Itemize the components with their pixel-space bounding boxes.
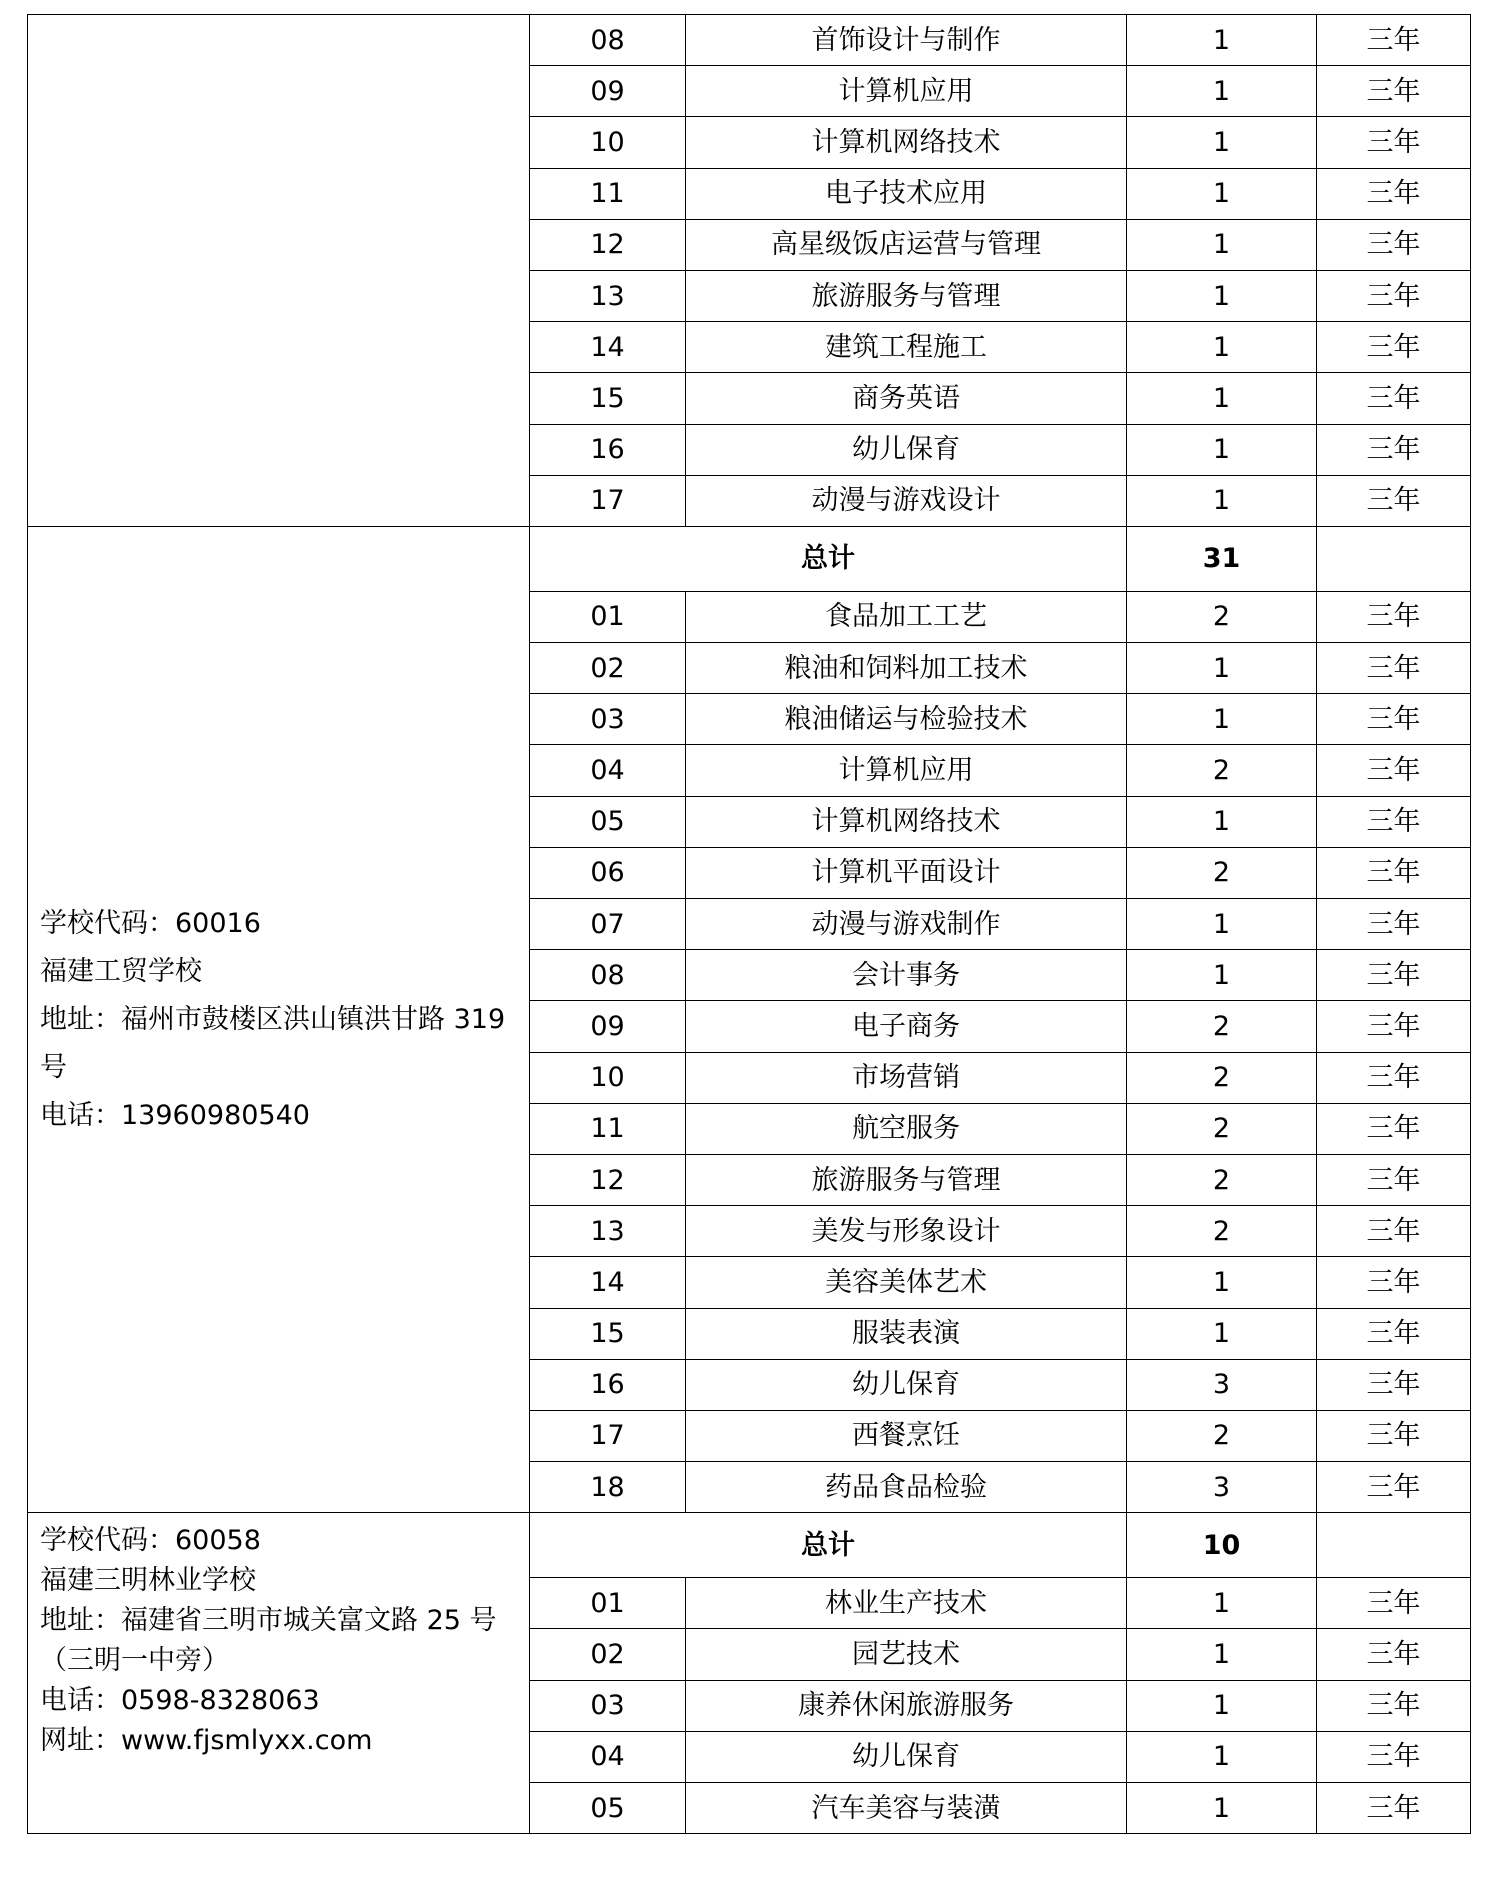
duration-cell: 三年	[1317, 1680, 1471, 1731]
major-code-cell: 17	[530, 1410, 686, 1461]
total-row	[28, 1513, 1471, 1578]
class-count-cell: 1	[1127, 424, 1317, 475]
major-code-cell: 08	[530, 950, 686, 1001]
major-name-cell: 动漫与游戏设计	[686, 475, 1127, 526]
school-code: 学校代码：60016	[40, 907, 261, 939]
class-count-cell: 1	[1127, 1629, 1317, 1680]
duration-cell: 三年	[1317, 899, 1471, 950]
duration-cell: 三年	[1317, 373, 1471, 424]
class-count-cell: 2	[1127, 847, 1317, 898]
major-code-cell: 12	[530, 219, 686, 270]
major-name-cell: 计算机网络技术	[686, 796, 1127, 847]
total-empty-cell	[1317, 1513, 1471, 1578]
duration-cell: 三年	[1317, 1206, 1471, 1257]
major-name-cell: 服装表演	[686, 1308, 1127, 1359]
major-name-cell: 电子技术应用	[686, 168, 1127, 219]
class-count-cell: 1	[1127, 1680, 1317, 1731]
class-count-cell: 2	[1127, 591, 1317, 642]
school-phone: 电话：13960980540	[40, 1099, 310, 1131]
major-name-cell: 市场营销	[686, 1052, 1127, 1103]
major-name-cell: 幼儿保育	[686, 1731, 1127, 1782]
class-count-cell: 1	[1127, 270, 1317, 321]
duration-cell: 三年	[1317, 591, 1471, 642]
major-name-cell: 药品食品检验	[686, 1462, 1127, 1513]
duration-cell: 三年	[1317, 1257, 1471, 1308]
class-count-cell: 1	[1127, 66, 1317, 117]
class-count-cell: 1	[1127, 1783, 1317, 1834]
major-code-cell: 18	[530, 1462, 686, 1513]
duration-cell: 三年	[1317, 219, 1471, 270]
major-code-cell: 03	[530, 1680, 686, 1731]
duration-cell: 三年	[1317, 796, 1471, 847]
major-name-cell: 园艺技术	[686, 1629, 1127, 1680]
duration-cell: 三年	[1317, 1731, 1471, 1782]
class-count-cell: 1	[1127, 643, 1317, 694]
duration-cell: 三年	[1317, 1052, 1471, 1103]
class-count-cell: 2	[1127, 1206, 1317, 1257]
duration-cell: 三年	[1317, 322, 1471, 373]
major-code-cell: 05	[530, 1783, 686, 1834]
major-code-cell: 16	[530, 424, 686, 475]
school-info-cell	[28, 1513, 530, 1834]
total-value: 31	[1127, 526, 1317, 591]
duration-cell: 三年	[1317, 1462, 1471, 1513]
enrollment-table	[27, 14, 1471, 1834]
major-name-cell: 幼儿保育	[686, 424, 1127, 475]
major-code-cell: 05	[530, 796, 686, 847]
major-name-cell: 计算机应用	[686, 66, 1127, 117]
duration-cell: 三年	[1317, 1629, 1471, 1680]
duration-cell: 三年	[1317, 643, 1471, 694]
duration-cell: 三年	[1317, 168, 1471, 219]
major-code-cell: 16	[530, 1359, 686, 1410]
major-name-cell: 幼儿保育	[686, 1359, 1127, 1410]
major-code-cell: 09	[530, 66, 686, 117]
major-name-cell: 会计事务	[686, 950, 1127, 1001]
major-code-cell: 09	[530, 1001, 686, 1052]
school-code: 学校代码：60058	[40, 1525, 261, 1557]
major-code-cell: 14	[530, 1257, 686, 1308]
major-code-cell: 02	[530, 1629, 686, 1680]
major-name-cell: 商务英语	[686, 373, 1127, 424]
major-code-cell: 01	[530, 1578, 686, 1629]
duration-cell: 三年	[1317, 15, 1471, 66]
duration-cell: 三年	[1317, 117, 1471, 168]
major-name-cell: 高星级饭店运营与管理	[686, 219, 1127, 270]
duration-cell: 三年	[1317, 1103, 1471, 1154]
major-code-cell: 13	[530, 270, 686, 321]
major-code-cell: 10	[530, 117, 686, 168]
class-count-cell: 1	[1127, 694, 1317, 745]
major-name-cell: 建筑工程施工	[686, 322, 1127, 373]
class-count-cell: 1	[1127, 796, 1317, 847]
major-code-cell: 15	[530, 373, 686, 424]
duration-cell: 三年	[1317, 66, 1471, 117]
major-code-cell: 12	[530, 1154, 686, 1205]
major-name-cell: 美发与形象设计	[686, 1206, 1127, 1257]
major-code-cell: 17	[530, 475, 686, 526]
class-count-cell: 1	[1127, 950, 1317, 1001]
school-name: 福建三明林业学校	[40, 1565, 256, 1597]
school-name: 福建工贸学校	[40, 955, 202, 987]
school-info-cell	[28, 526, 530, 1512]
major-name-cell: 动漫与游戏制作	[686, 899, 1127, 950]
major-code-cell: 04	[530, 745, 686, 796]
total-value: 10	[1127, 1513, 1317, 1578]
duration-cell: 三年	[1317, 950, 1471, 1001]
major-name-cell: 西餐烹饪	[686, 1410, 1127, 1461]
duration-cell: 三年	[1317, 1783, 1471, 1834]
major-name-cell: 计算机平面设计	[686, 847, 1127, 898]
school-address: 地址：福州市鼓楼区洪山镇洪甘路 319 号	[40, 1003, 506, 1083]
class-count-cell: 1	[1127, 373, 1317, 424]
class-count-cell: 1	[1127, 899, 1317, 950]
major-name-cell: 食品加工工艺	[686, 591, 1127, 642]
class-count-cell: 2	[1127, 1154, 1317, 1205]
class-count-cell: 1	[1127, 219, 1317, 270]
duration-cell: 三年	[1317, 1578, 1471, 1629]
school-phone: 电话：0598-8328063	[40, 1685, 320, 1717]
duration-cell: 三年	[1317, 1154, 1471, 1205]
duration-cell: 三年	[1317, 745, 1471, 796]
class-count-cell: 2	[1127, 1052, 1317, 1103]
duration-cell: 三年	[1317, 1410, 1471, 1461]
class-count-cell: 3	[1127, 1359, 1317, 1410]
duration-cell: 三年	[1317, 847, 1471, 898]
major-code-cell: 03	[530, 694, 686, 745]
school-info-cell-empty	[28, 15, 530, 527]
class-count-cell: 1	[1127, 15, 1317, 66]
class-count-cell: 1	[1127, 475, 1317, 526]
class-count-cell: 1	[1127, 1731, 1317, 1782]
class-count-cell: 1	[1127, 168, 1317, 219]
major-name-cell: 航空服务	[686, 1103, 1127, 1154]
school-address: 地址：福建省三明市城关富文路 25 号（三明一中旁）	[40, 1605, 497, 1677]
major-code-cell: 07	[530, 899, 686, 950]
major-code-cell: 06	[530, 847, 686, 898]
class-count-cell: 1	[1127, 322, 1317, 373]
major-code-cell: 13	[530, 1206, 686, 1257]
major-name-cell: 旅游服务与管理	[686, 1154, 1127, 1205]
major-name-cell: 粮油储运与检验技术	[686, 694, 1127, 745]
total-row	[28, 526, 1471, 591]
major-name-cell: 粮油和饲料加工技术	[686, 643, 1127, 694]
major-name-cell: 康养休闲旅游服务	[686, 1680, 1127, 1731]
major-code-cell: 10	[530, 1052, 686, 1103]
duration-cell: 三年	[1317, 1308, 1471, 1359]
class-count-cell: 3	[1127, 1462, 1317, 1513]
major-code-cell: 08	[530, 15, 686, 66]
class-count-cell: 2	[1127, 1410, 1317, 1461]
duration-cell: 三年	[1317, 424, 1471, 475]
major-name-cell: 电子商务	[686, 1001, 1127, 1052]
class-count-cell: 1	[1127, 1308, 1317, 1359]
class-count-cell: 2	[1127, 1001, 1317, 1052]
major-name-cell: 旅游服务与管理	[686, 270, 1127, 321]
total-label: 总计	[530, 526, 1127, 591]
major-name-cell: 汽车美容与装潢	[686, 1783, 1127, 1834]
major-code-cell: 15	[530, 1308, 686, 1359]
major-code-cell: 02	[530, 643, 686, 694]
duration-cell: 三年	[1317, 1359, 1471, 1410]
total-empty-cell	[1317, 526, 1471, 591]
major-code-cell: 11	[530, 168, 686, 219]
major-name-cell: 美容美体艺术	[686, 1257, 1127, 1308]
duration-cell: 三年	[1317, 1001, 1471, 1052]
school-website: 网址：www.fjsmlyxx.com	[40, 1725, 373, 1757]
class-count-cell: 2	[1127, 1103, 1317, 1154]
duration-cell: 三年	[1317, 270, 1471, 321]
duration-cell: 三年	[1317, 475, 1471, 526]
major-code-cell: 11	[530, 1103, 686, 1154]
major-name-cell: 计算机网络技术	[686, 117, 1127, 168]
major-name-cell: 首饰设计与制作	[686, 15, 1127, 66]
table-row	[28, 15, 1471, 66]
major-code-cell: 14	[530, 322, 686, 373]
total-label: 总计	[530, 1513, 1127, 1578]
class-count-cell: 1	[1127, 1257, 1317, 1308]
class-count-cell: 1	[1127, 1578, 1317, 1629]
major-code-cell: 04	[530, 1731, 686, 1782]
major-name-cell: 计算机应用	[686, 745, 1127, 796]
class-count-cell: 1	[1127, 117, 1317, 168]
major-name-cell: 林业生产技术	[686, 1578, 1127, 1629]
class-count-cell: 2	[1127, 745, 1317, 796]
major-code-cell: 01	[530, 591, 686, 642]
duration-cell: 三年	[1317, 694, 1471, 745]
